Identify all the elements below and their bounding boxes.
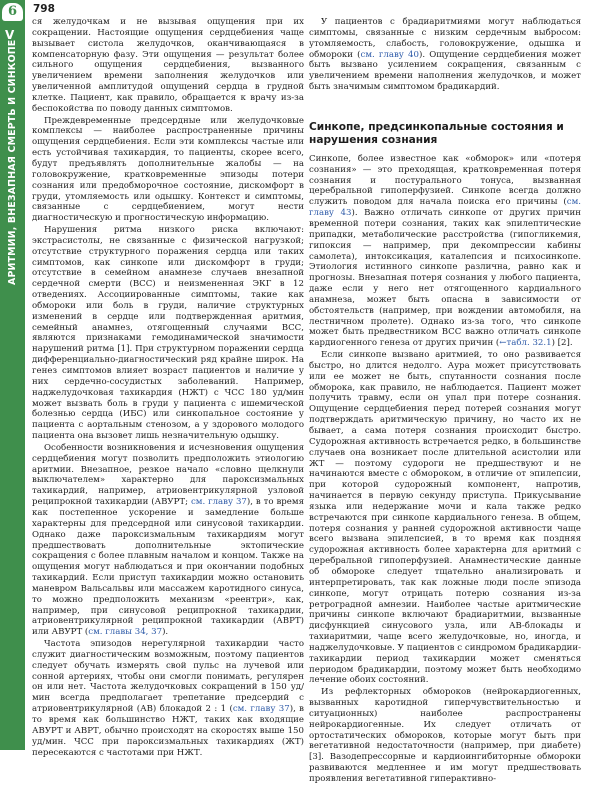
page-header [0,0,600,16]
table-reference-link[interactable]: ←табл. 32.1 [499,338,552,349]
part-label: V [5,28,15,42]
section-heading: Синкопе, предсинкопальные состояния и нарушения сознания [309,120,564,146]
paragraph: Из рефлекторных обмороков (нейрокардиогенных, вызванных каротидной гиперчувствительностью и ситуационных) наиболее распространены нейрокардиогенные. Их следует отличать от ортостатических обмороков, которые могут быть при вегетативной недостаточности (например, при диабете) [3]. Вазодепрессорные и кардиоингибиторные обмороки развиваются медленнее и им могут предшествовать проявления вегетативной гиперактивно- [309,687,581,784]
paragraph: Частота эпизодов нерегулярной тахикардии часто служит диагностическим возможным, поэтому пациентов следует обучать измерять свой пульс на лучевой или сонной артериях, чтобы они смогли понимать, регулярен он или нет. Частота желудочковых сокращений в 150 уд/мин всегда предполагает трепетание предсердий с атриовентрикулярной (АВ) блокадой 2 : 1 (см. главу 37), в то время как большинство НЖТ, таких как входящие АВУРТ и АВРТ, обычно происходят на скоростях выше 150 уд/мин. ЧСС при пароксизмальных тахикардиях (ЖТ) пересекаются с частотами при НЖТ. [32,639,305,758]
paragraph: У пациентов с брадиаритмиями могут наблюдаться симптомы, связанные с низким сердечным выбросом: утомляемость, слабость, головокружение, одышка и обмороки (см. главу 40). Ощущение сердцебиения может быть вызвано усилением сокращения, связанным с увеличением времени наполнения желудочков, и может быть значимым симптомом брадикардий. [309,17,582,93]
paragraph: Преждевременные предсердные или желудочковые комплексы — наиболее распространенные причины ощущения сердцебиения. Если эти комплексы частые или есть устойчивая тахикардия, то пациенты, скорее всего, будут предъявлять дополнительные жалобы — на головокружение, кратковременные эпизоды потери сознания или предобморочное состояние, дискомфорт в груди, утомляемость или одышку. Контекст и симптомы, связанные с сердцебиением, могут нести диагностическую и прогностическую информацию. [32,115,304,224]
left-column [32,17,304,758]
chapter-side-tab [0,0,25,750]
running-title: АРИТМИИ, ВНЕЗАПНАЯ СМЕРТЬ И СИНКОПЕ [7,40,18,286]
chapter-reference-link[interactable]: см. главу 37 [190,497,247,508]
paragraph: Синкопе, более известное как «обморок» или «потеря сознания» — это преходящая, кратковременная потеря сознания и постурального тонуса, вызванная церебральной гипоперфузией. Синкопе всегда должно служить поводом для начала поиска его причины (см. главу 43). Важно отличать синкопе от других причин временной потери сознания, таких как эпилептические припадки, метаболические расстройства (гипогликемия, гипоксия — например, при декомпрессии кабины самолета), интоксикация, каталепсия и психосинкопе. Этиология истинного синкопе различна, равно как и прогнозы. Внезапная потеря сознания у любого пациента, даже если у него нет отягощенного кардиального анамнеза, может быть опасна в зависимости от обстоятельств (например, при вождении автомобиля, на лестничном пролете). Однако из-за того, что синкопе может быть предвестником ВСС важно отличать синкопе кардиогенного генеза от других причин (←табл. 32.1) [2]. [309,153,581,349]
page-number: 798 [33,3,55,15]
paragraph: Если синкопе вызвано аритмией, то оно развивается быстро, но длится недолго. Аура может присутствовать или ее может не быть, спутанности сознания после обморока, как правило, не наблюдается. Пациент может получить травму, если он упал при потере сознания. Ощущение сердцебиения перед потерей сознания могут подтверждать аритмическую причину, но часто их не бывает, а сама потеря сознания происходит быстро. Судорожная активность встречается редко, в большинстве случаев она возникает после длительной асистолии или ЖТ — поэтому судороги не предшествуют и не начинаются вместе с обмороком, в отличие от эпилепсии, при которой судорожный компонент, напротив, начинается в первую секунду приступа. Прикусывание языка или недержание мочи и кала также редко встречаются при синкопе кардиального генеза. В общем, потеря сознания у ранней судорожной активности чаще всего вызвана эпилепсией, в то время как поздняя судорожная активность более характерна для аритмий с церебральной гипоперфузией. Анамнестические данные об обмороке следует тщательно анализировать и интерпретировать, так как ложные люди после эпизода синкопе, могут отрицать потерю сознания из-за ретроградной амнезии. Наиболее частые аритмические причины синкопе включают брадиаритмии, вызванные дисфункцией синусового узла, или АВ-блокады и тахиаритмии, чаще всего желудочковые, но, иногда, и наджелудочковые. У пациентов с синдромом брадикардии-тахикардии период тахикардии может сменяться периодом брадикардии, поэтому может быть необходимо лечение обоих состояний. [309,350,581,686]
paragraph: Особенности возникновения и исчезновения ощущения сердцебиения могут позволить предположить этиологию аритмии. Внезапное, резкое начало «словно щелкнули выключателем» характерно для пароксизмальных тахикардий, например, атриовентрикулярной узловой реципрокной тахикардии (АВУРТ; см. главу 37), в то время как постепенное ускорение и замедление больше характерны для предсердной или синусовой тахикардии. Однако даже пароксизмальным тахикардиям могут предшествовать дополнительные эктопические сокращения с более плавным началом и концом. Также на ощущения могут наблюдаться и при окончании подобных тахикардий. Если приступ тахикардии можно остановить маневром Вальсальвы или массажем каротидного синуса, то можно предположить механизм «реентри», как, например, при синусовой реципрокной тахикардии, атриовентрикулярной реципрокной тахикардии (АВРТ) или АВУРТ (см. главы 34, 37). [32,442,304,638]
paragraph: ся желудочкам и не вызывая ощущения при их сокращении. Настоящие ощущения сердцебиения чаще вызывает систола желудочков, оканчивающаяся в компенсаторную фазу. Эти ощущения — результат более сильного ощущения сердцебиения, вызванного увеличением времени заполнения желудочков или увеличенной амплитудой ощущений сердца в грудной клетке. Пациент, как правило, обращается к врачу из-за беспокойства по поводу данных симптомов. [32,17,304,114]
chapter-reference-link[interactable]: см. главу 43 [309,197,581,219]
chapter-reference-link[interactable]: см. главы 34, 37 [88,627,163,638]
chapter-reference-link[interactable]: см. главу 37 [232,704,290,715]
part-badge-icon: 6 [2,3,23,21]
right-column [309,17,581,785]
paragraph: Нарушения ритма низкого риска включают: экстрасистолы, не связанные с физической нагрузкой; отсутствие структурного поражения сердца или таких симптомов, как синкопе или дискомфорт в груди; отсутствие в семейном анамнезе случаев внезапной сердечной смерти (ВСС) и неизмененная ЭКГ в 12 отведениях. Ассоциированные симптомы, такие как обмороки или боль в груди, наличие структурных изменений в сердце или подтвержденная аритмия, семейный анамнез, отягощенный случаями ВСС, являются признаками гемодинамической значимости нарушений ритма [1]. При структурном поражении сердца дифференциально-диагностический ряд крайне широк. На генез симптомов влияет возраст пациентов и наличие у них сердечно-сосудистых заболеваний. Например, наджелудочковая тахикардия (НЖТ) с ЧСС 180 уд/мин может вызвать боль в груди у пациента с ишемической болезнью сердца (ИБС) или синкопальное состояние у пациента с аортальным стенозом, а у здорового молодого пациента она вызовет лишь незначительную одышку. [32,225,304,442]
chapter-reference-link[interactable]: см. главу 40 [360,49,419,60]
